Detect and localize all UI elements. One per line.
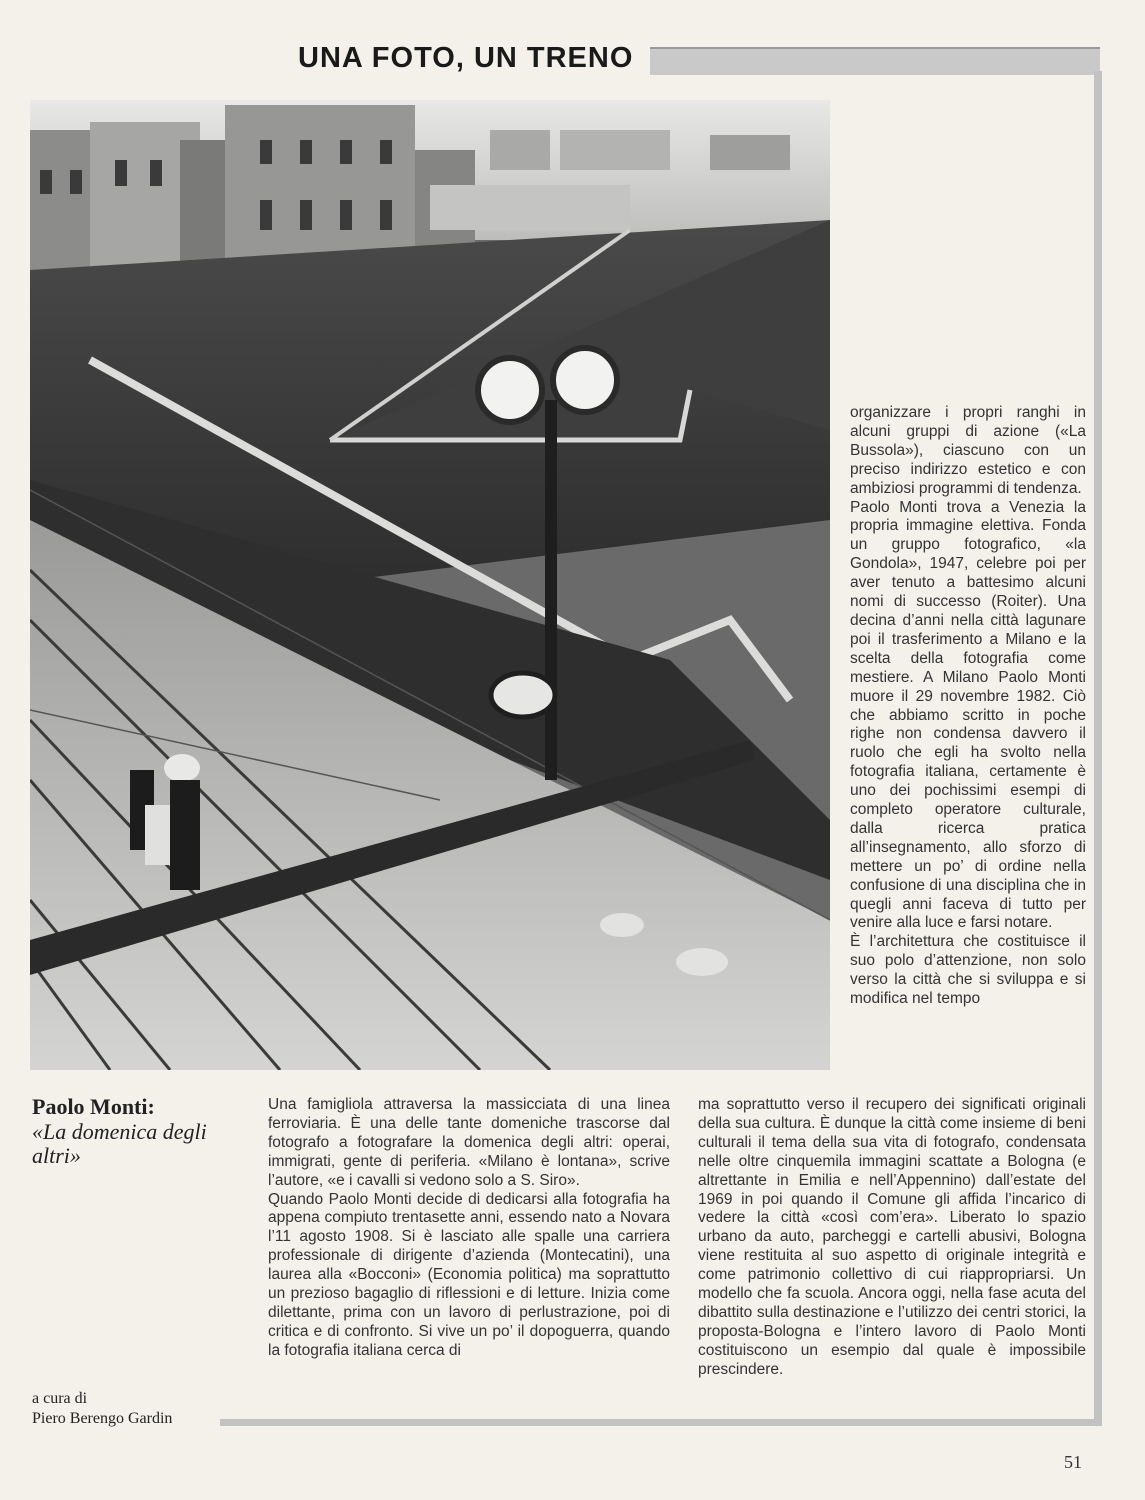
credit-name: Piero Berengo Gardin <box>32 1410 173 1427</box>
frame-bottom-rule <box>220 1419 1102 1426</box>
article-column-right <box>850 404 1086 1009</box>
photo-illustration <box>30 100 830 1070</box>
frame-right-rule <box>1094 71 1102 1426</box>
railway-photograph <box>30 100 830 1070</box>
header-bar <box>650 47 1100 75</box>
page-title: UNA FOTO, UN TRENO <box>298 42 634 74</box>
page-number: 51 <box>1064 1452 1082 1472</box>
paragraph: È l’architettura che costituisce il suo polo d’attenzione, non solo verso la città che si sviluppa e si modifica nel tempo <box>850 933 1086 1008</box>
caption-author: Paolo Monti: <box>32 1094 155 1119</box>
paragraph: Paolo Monti trova a Venezia la propria immagine elettiva. Fonda un gruppo fotografico, «la Gondola», 1947, celebre poi per aver tenuto a battesimo alcuni nomi di successo (Roiter). Una decina d’anni nella città lagunare poi il trasferimento a Milano e la scelta della fotografia come mestiere. A Milano Paolo Monti muore il 29 novembre 1982. Ciò che abbiamo scritto in poche righe non condensa davvero il ruolo che egli ha svolto nella fotografia italiana, certamente è uno dei pochissimi esempi di completo operatore culturale, dalla ricerca pratica all’insegnamento, allo sforzo di mettere un po’ di ordine nella confusione di una disciplina che in quegli anni faceva di tutto per venire alla luce e farsi notare. <box>850 498 1086 932</box>
article-column-middle <box>268 1096 670 1361</box>
paragraph: Quando Paolo Monti decide di dedicarsi alla fotografia ha appena compiuto trentasette anni, essendo nato a Novara l’11 agosto 1908. Si è lasciato alle spalle una carriera professionale di dirigente d’azienda (Montecatini), una laurea alla «Bocconi» (Economia politica) ma soprattutto un prezioso bagaglio di riflessioni e di letture. Inizia come dilettante, prima con un lavoro di perlustrazione, poi di critica e di confronto. Si vive un po’ il dopoguerra, quando la fotografia italiana cerca di <box>268 1190 670 1359</box>
paragraph: Una famigliola attraversa la massicciata di una linea ferroviaria. È una delle tante domeniche trascorse dal fotografo a fotografare la domenica degli altri: operai, immigrati, gente di periferia. «Milano è lontana», scrive l’autore, «e i cavalli si vedono solo a S. Siro». <box>268 1096 670 1189</box>
caption-title: «La domenica degli altri» <box>32 1119 207 1168</box>
paragraph: organizzare i propri ranghi in alcuni gruppi di azione («La Bussola»), ciascuno con un preciso indirizzo estetico e con ambiziosi programmi di tendenza. <box>850 404 1086 497</box>
paragraph: ma soprattutto verso il recupero dei significati originali della sua cultura. È dunque la città come insieme di beni culturali il tema della sua vita di fotografo, condensata nelle oltre cinquemila immagini scattate a Bologna (e altrettante in Emilia e nell’Appennino) dall’estate del 1969 in poi quando il Comune gli affida l’incarico di vedere la città «così com’era». Liberato lo spazio urbano da auto, parcheggi e cartelli abusivi, Bologna viene restituita al suo aspetto di originale integrità e come patrimonio collettivo di cui riappropriarsi. Un modello che fa scuola. Ancora oggi, nella fase acuta del dibattito sulla destinazione e l’utilizzo dei centri storici, la proposta-Bologna e l’intero lavoro di Paolo Monti costituiscono un esempio dal quale è impossibile prescindere. <box>698 1096 1086 1378</box>
credit-label: a cura di <box>32 1390 88 1407</box>
article-column-last <box>698 1096 1086 1380</box>
